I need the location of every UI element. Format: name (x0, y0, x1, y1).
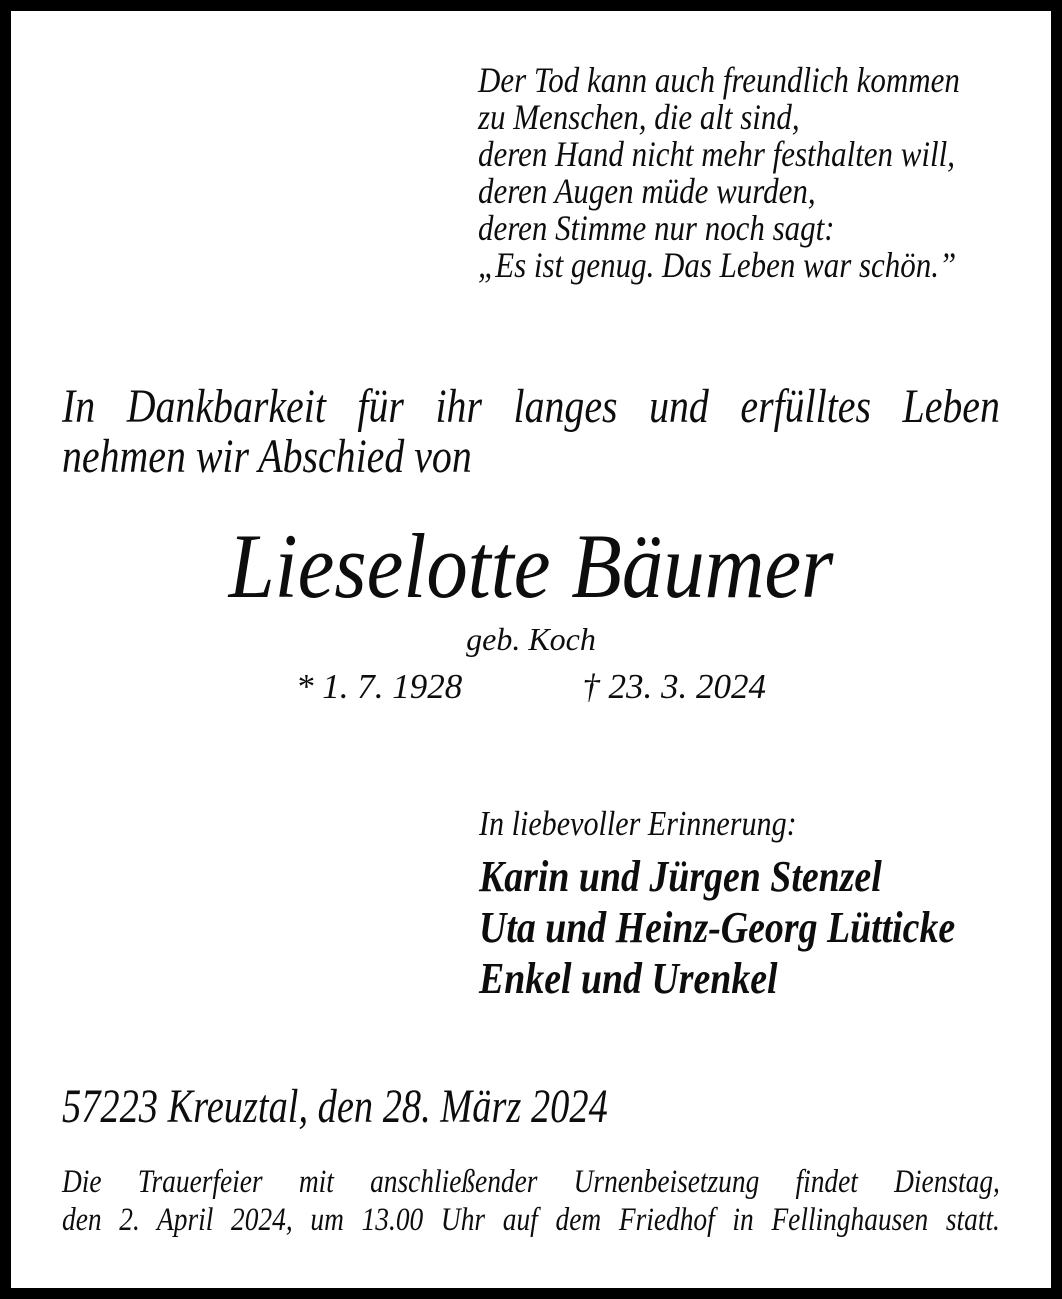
remembrance-heading: In liebevoller Erinnerung: (479, 804, 797, 843)
funeral-information (62, 1163, 1000, 1239)
poem-line: „Es ist genug. Das Leben war schön.” (478, 245, 957, 285)
poem-line: deren Hand nicht mehr festhalten will, (478, 134, 955, 174)
poem-line: deren Augen müde wurden, (478, 171, 816, 211)
life-dates (11, 667, 1051, 707)
remembrance-block (479, 803, 955, 1004)
maiden-name: geb. Koch (466, 621, 596, 657)
death-date: † 23. 3. 2024 (582, 667, 766, 706)
place-and-date: 57223 Kreuztal, den 28. März 2024 (62, 1080, 608, 1133)
mourner-name: Karin und Jürgen Stenzel (479, 852, 882, 901)
farewell-intro-line: In Dankbarkeit für ihr langes und erfülltes Leben (62, 380, 1000, 433)
deceased-name: Lieselotte Bäumer (228, 515, 834, 617)
farewell-intro-line: nehmen wir Abschied von (62, 430, 472, 483)
poem-line: deren Stimme nur noch sagt: (478, 208, 835, 248)
mourner-name: Uta und Heinz-Georg Lütticke (479, 903, 956, 952)
mourner-name: Enkel und Urenkel (479, 954, 778, 1003)
funeral-info-line: Die Trauerfeier mit anschließender Urnenbeisetzung findet Dienstag, (62, 1164, 1000, 1200)
farewell-intro (62, 382, 1000, 482)
funeral-info-line: den 2. April 2024, um 13.00 Uhr auf dem Friedhof in Fellinghausen statt. (62, 1202, 1000, 1238)
poem-line: zu Menschen, die alt sind, (478, 97, 800, 137)
birth-date: * 1. 7. 1928 (296, 667, 463, 706)
poem-line: Der Tod kann auch freundlich kommen (478, 60, 960, 100)
memorial-poem (478, 62, 960, 284)
